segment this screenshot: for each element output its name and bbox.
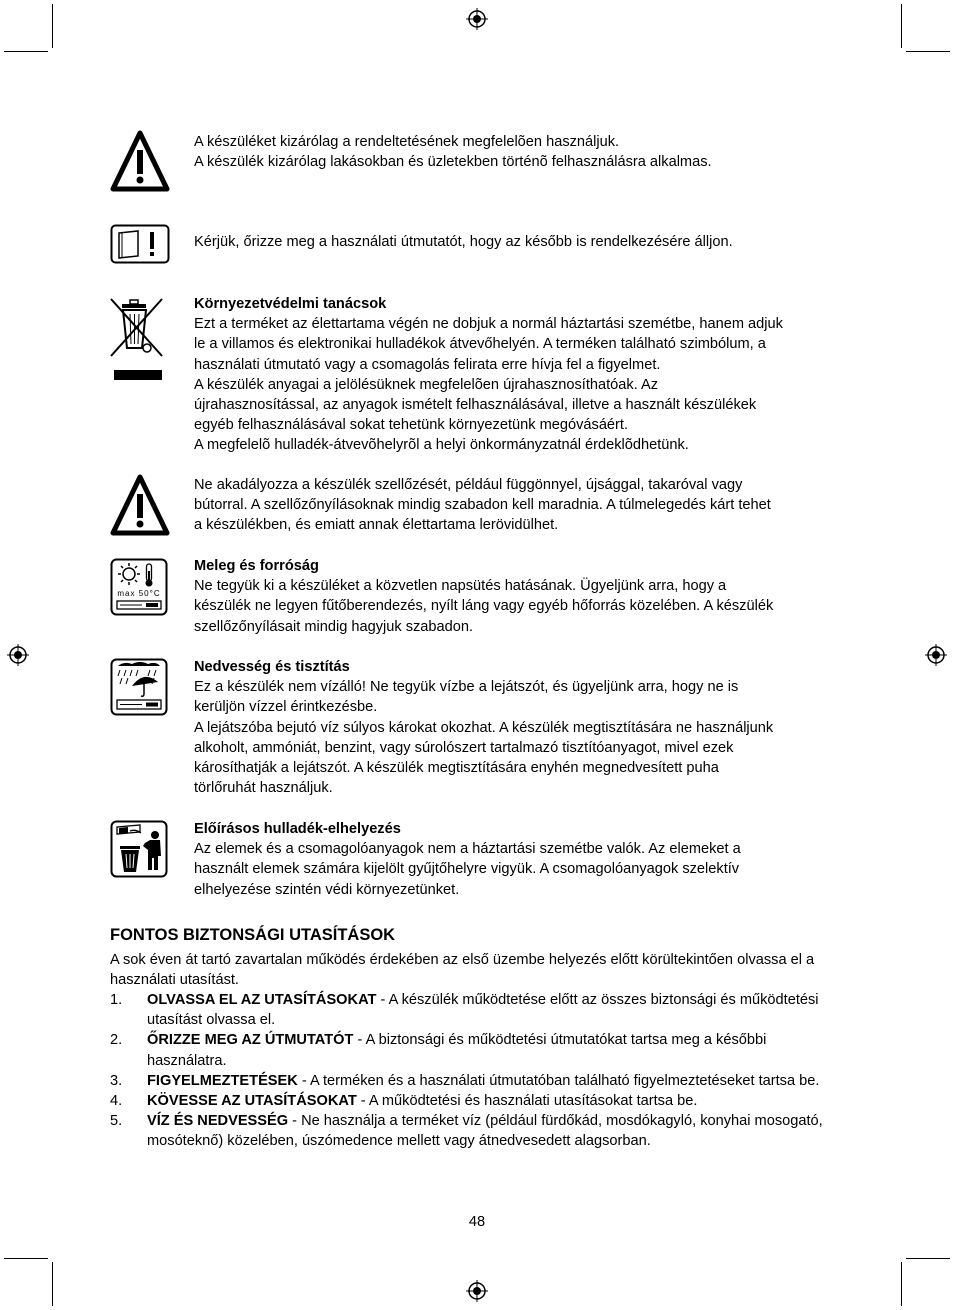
moisture-heading: Nedvesség és tisztítás <box>194 659 350 675</box>
list-item-title: OLVASSA EL AZ UTASÍTÁSOKAT <box>147 992 377 1008</box>
list-item-text: - Ne használja a terméket víz (például fürdőkád, mosdókagyló, konyhai mosogató, mosóteknő) közelében, úszómedence mellett vagy átnedvesedett alagsorban. <box>147 1113 823 1150</box>
list-item-number: 3. <box>110 1072 123 1089</box>
warning-usage-block <box>194 132 854 172</box>
heat-heading: Meleg és forróság <box>194 558 319 574</box>
registration-mark-icon <box>7 644 29 666</box>
crop-mark <box>4 51 48 52</box>
safety-list <box>110 990 830 1152</box>
ventilation-line: Ne akadályozza a készülék szellőzését, például függönnyel, újsággal, takaróval vagy <box>194 477 743 493</box>
registration-mark-icon <box>925 644 947 666</box>
list-item <box>110 1071 830 1091</box>
section-title: FONTOS BIZTONSÁGI UTASÍTÁSOK <box>110 926 396 944</box>
environment-line: A készülék anyagai a jelölésüknek megfelelõen újrahasznosíthatóak. Az <box>194 376 659 393</box>
warning-usage-line: A készülék kizárólag lakásokban és üzletekben történõ felhasználásra alkalmas. <box>194 154 712 171</box>
crop-mark <box>906 1258 950 1259</box>
crop-mark <box>901 1262 902 1306</box>
manual-text: Kérjük, őrizze meg a használati útmutatót, hogy az később is rendelkezésére álljon. <box>194 234 733 250</box>
list-item-number: 5. <box>110 1113 123 1130</box>
ventilation-line: a készülékben, és emiatt annak élettartama lerövidülhet. <box>194 517 559 534</box>
list-item-title: FIGYELMEZTETÉSEK <box>147 1072 298 1089</box>
moisture-line: alkoholt, ammóniát, benzint, vagy súrolószert tartalmazó tisztítóanyagot, mivel ezek <box>194 739 734 756</box>
list-item-text: - A készülék működtetése előtt az összes biztonsági és működtetési utasítást olvassa el. <box>147 992 819 1029</box>
list-item <box>110 990 830 1030</box>
list-item-text: - A terméken és a használati útmutatóban található figyelmeztetéseket tartsa be. <box>297 1072 820 1089</box>
ventilation-line: bútorral. A szellőzőnyílásoknak mindig szabadon kell maradnia. A túlmelegedés kárt tehet <box>194 497 771 514</box>
list-item <box>110 1091 830 1111</box>
heat-line: Ne tegyük ki a készüléket a közvetlen napsütés hatásának. Ügyeljünk arra, hogy a <box>194 578 727 595</box>
disposal-heading: Előírásos hulladék-elhelyezés <box>194 821 401 837</box>
moisture-line: Ez a készülék nem vízálló! Ne tegyük vízbe a lejátszót, és ügyeljünk arra, hogy ne is <box>194 679 739 696</box>
environment-line: le a villamos és elektronikai hulladékok átvevőhelyén. A terméken található szimbólum, a <box>194 336 766 353</box>
environment-line: A megfelelõ hulladék-átvevõhelyrõl a helyi önkormányzatnál érdeklõdhetünk. <box>194 437 689 454</box>
moisture-line: kerüljön vízzel érintkezésbe. <box>194 699 378 716</box>
heat-thermometer-icon <box>110 558 168 616</box>
disposal-line: Az elemek és a csomagolóanyagok nem a háztartási szemétbe valók. Az elemeket a <box>194 841 741 858</box>
heat-icon-label: max 50°C <box>117 589 161 598</box>
crop-mark <box>4 1258 48 1259</box>
environment-line: újrahasznosítással, az anyagok ismételt felhasználásával, illetve a használt készülékek <box>194 397 757 414</box>
registration-mark-icon <box>466 1280 488 1302</box>
list-item-number: 2. <box>110 1032 123 1049</box>
warning-triangle-icon <box>110 474 170 536</box>
list-item-number: 1. <box>110 992 123 1008</box>
safety-intro: A sok éven át tartó zavartalan működés érdekében az első üzembe helyezés előtt körültekintően olvassa el a használati utasítást. <box>110 952 815 989</box>
heat-block <box>194 556 854 637</box>
warning-triangle-icon <box>110 130 170 192</box>
warning-usage-line: A készüléket kizárólag a rendeltetésének megfelelõen használjuk. <box>194 134 620 150</box>
registration-mark-icon <box>466 8 488 30</box>
manual-block <box>194 232 854 252</box>
moisture-line: károsíthatják a lejátszót. A készülék megtisztítására enyhén megnedvesített puha <box>194 760 719 777</box>
list-item-number: 4. <box>110 1093 123 1110</box>
list-item <box>110 1030 830 1070</box>
disposal-line: használt elemek számára kijelölt gyűjtőhelyre vigyük. A csomagolóanyagok szelektív <box>194 861 740 878</box>
moisture-line: A lejátszóba bejutó víz súlyos károkat okozhat. A készülék megtisztítására ne használjunk <box>194 719 774 736</box>
list-item <box>110 1111 830 1151</box>
crop-mark <box>52 1262 53 1306</box>
list-item-text: - A biztonsági és működtetési útmutatókat tartsa meg a későbbi használatra. <box>147 1032 767 1069</box>
disposal-line: elhelyezése szintén védi környezetünket. <box>194 881 460 898</box>
environment-line: használati útmutató vagy a csomagolás felirata erre hívja fel a figyelmet. <box>194 356 661 373</box>
waste-disposal-icon <box>110 820 168 878</box>
moisture-block <box>194 657 854 798</box>
crop-mark <box>906 51 950 52</box>
disposal-block <box>194 819 854 900</box>
manual-book-icon <box>110 224 170 264</box>
list-item-text: - A működtetési és használati utasításokat tartsa be. <box>356 1093 698 1110</box>
list-item-title: ŐRIZZE MEG AZ ÚTMUTATÓT <box>147 1032 354 1049</box>
page-number: 48 <box>468 1214 486 1230</box>
crossed-bin-icon <box>108 296 168 384</box>
list-item-title: KÖVESSE AZ UTASÍTÁSOKAT <box>147 1093 357 1110</box>
environment-heading: Környezetvédelmi tanácsok <box>194 296 387 312</box>
moisture-line: törlőruhát használjuk. <box>194 780 333 797</box>
environment-line: Ezt a terméket az élettartama végén ne dobjuk a normál háztartási szemétbe, hanem adjuk <box>194 316 783 333</box>
environment-line: egyéb felhasználásával sokat tehetünk környezetünk megóvásáért. <box>194 417 629 434</box>
heat-line: készülék ne legyen fűtőberendezés, nyílt láng vagy egyéb hőforrás közelében. A készülék <box>194 598 774 615</box>
rain-umbrella-icon <box>110 658 168 716</box>
list-item-title: VÍZ ÉS NEDVESSÉG <box>147 1113 289 1130</box>
ventilation-block <box>194 475 854 536</box>
crop-mark <box>901 4 902 48</box>
heat-line: szellőzőnyílásait mindig hagyjuk szabadon. <box>194 618 474 635</box>
environment-block <box>194 294 854 456</box>
crop-mark <box>52 4 53 48</box>
